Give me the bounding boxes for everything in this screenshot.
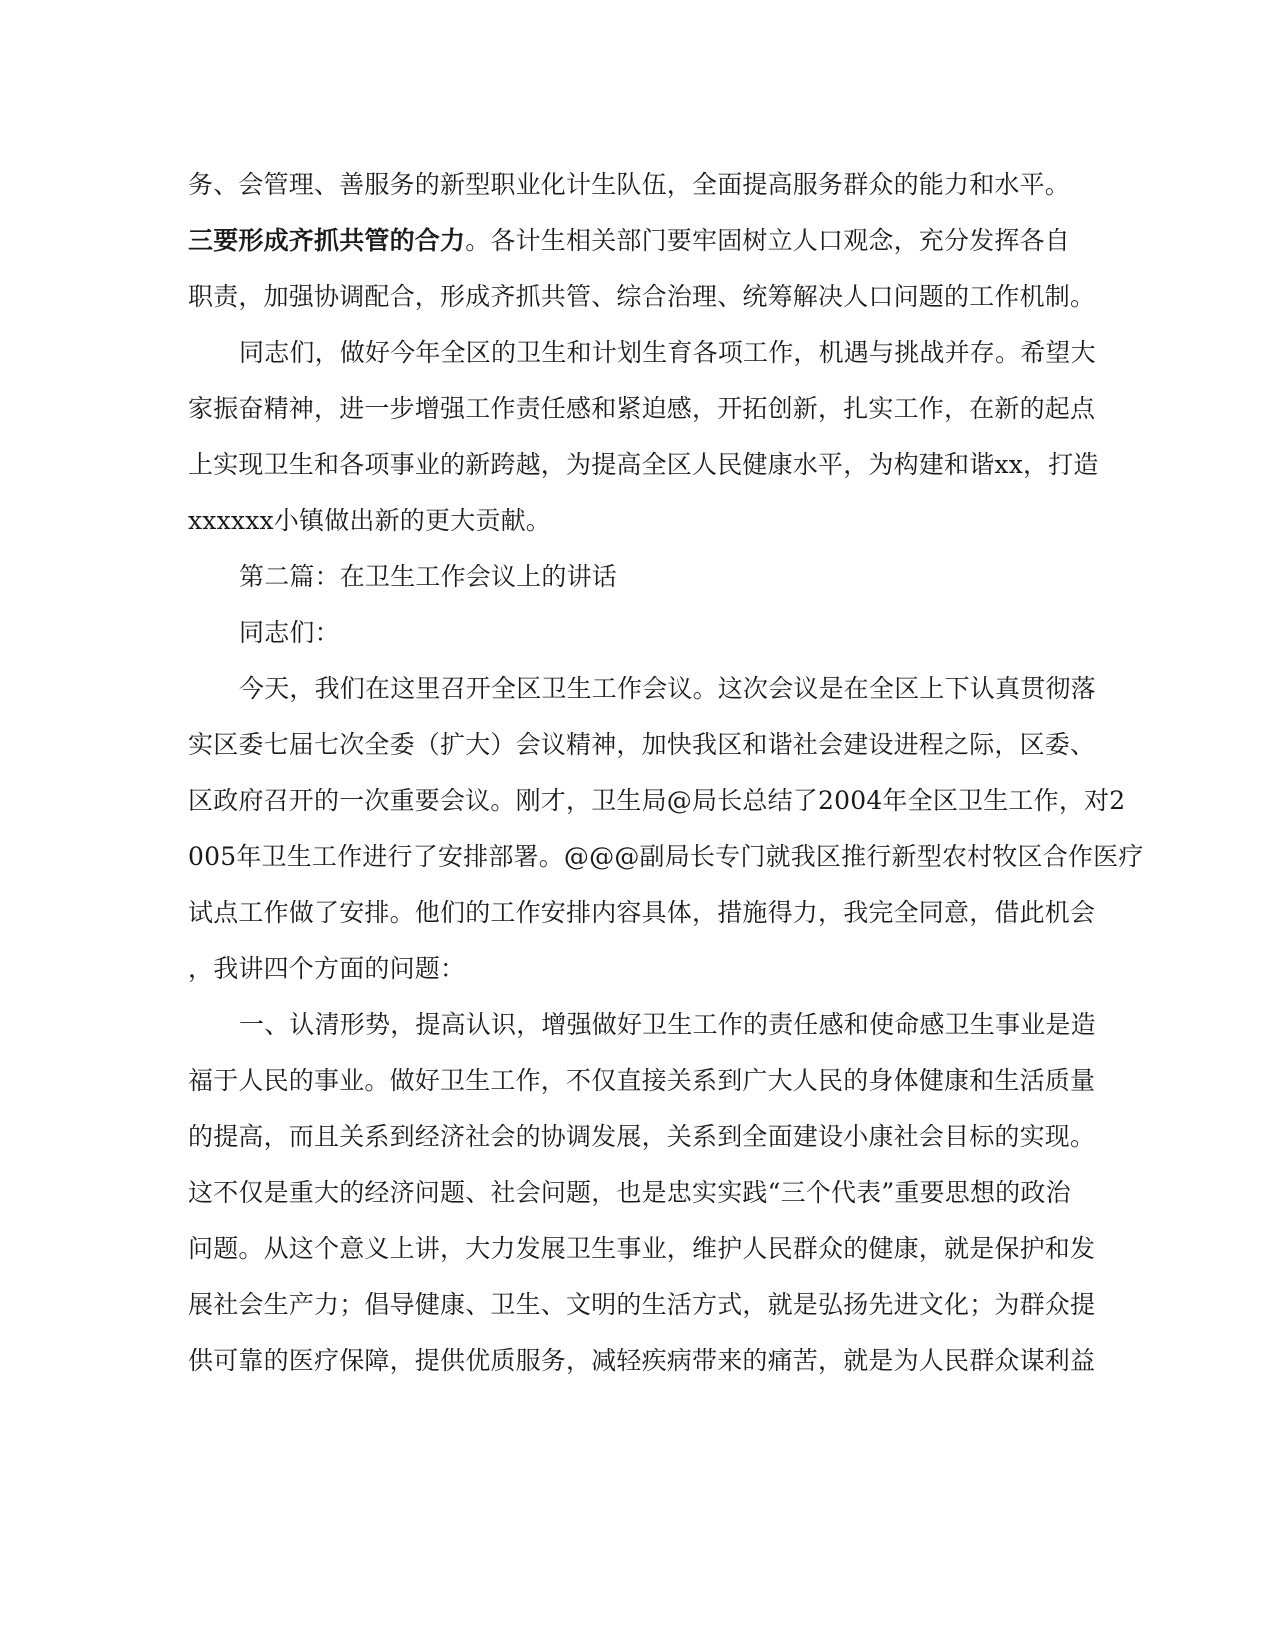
text-line: 展社会生产力；倡导健康、卫生、文明的生活方式，就是弘扬先进文化；为群众提	[188, 1290, 1096, 1319]
text-line: 实区委七届七次全委（扩大）会议精神，加快我区和谐社会建设进程之际，区委、	[188, 730, 1096, 759]
text-line: 区政府召开的一次重要会议。刚才，卫生局@局长总结了2004年全区卫生工作，对2	[188, 786, 1126, 815]
text-line: ，我讲四个方面的问题：	[188, 954, 466, 983]
text-line	[188, 224, 1070, 258]
salutation: 同志们：	[239, 618, 340, 647]
text-line: 供可靠的医疗保障，提供优质服务，减轻疾病带来的痛苦，就是为人民群众谋利益	[188, 1346, 1096, 1375]
text-line: 今天，我们在这里召开全区卫生工作会议。这次会议是在全区上下认真贯彻落	[239, 674, 1096, 703]
text-line: 务、会管理、善服务的新型职业化计生队伍，全面提高服务群众的能力和水平。	[188, 170, 1071, 199]
text-line: 家振奋精神，进一步增强工作责任感和紧迫感，开拓创新，扎实工作，在新的起点	[188, 394, 1096, 423]
text-span: 。各计生相关部门要牢固树立人口观念，充分发挥各自	[465, 226, 1071, 255]
text-line: 试点工作做了安排。他们的工作安排内容具体，措施得力，我完全同意，借此机会	[188, 898, 1096, 927]
text-line: xxxxxx小镇做出新的更大贡献。	[188, 506, 551, 535]
text-line: 上实现卫生和各项事业的新跨越，为提高全区人民健康水平，为构建和谐xx，打造	[188, 450, 1099, 479]
text-line: 的提高，而且关系到经济社会的协调发展，关系到全面建设小康社会目标的实现。	[188, 1122, 1096, 1151]
bold-heading: 三要形成齐抓共管的合力	[188, 226, 466, 255]
section-title: 第二篇：在卫生工作会议上的讲话	[239, 562, 618, 591]
text-line: 一、认清形势，提高认识，增强做好卫生工作的责任感和使命感卫生事业是造	[239, 1010, 1096, 1039]
text-line: 职责，加强协调配合，形成齐抓共管、综合治理、统筹解决人口问题的工作机制。	[188, 282, 1096, 311]
text-line: 同志们，做好今年全区的卫生和计划生育各项工作，机遇与挑战并存。希望大	[239, 338, 1096, 367]
text-line: 问题。从这个意义上讲，大力发展卫生事业，维护人民群众的健康，就是保护和发	[188, 1234, 1096, 1263]
text-line: 这不仅是重大的经济问题、社会问题，也是忠实实践“三个代表”重要思想的政治	[188, 1178, 1071, 1207]
text-line: 福于人民的事业。做好卫生工作，不仅直接关系到广大人民的身体健康和生活质量	[188, 1066, 1096, 1095]
text-line: 005年卫生工作进行了安排部署。@@@副局长专门就我区推行新型农村牧区合作医疗	[188, 842, 1144, 871]
